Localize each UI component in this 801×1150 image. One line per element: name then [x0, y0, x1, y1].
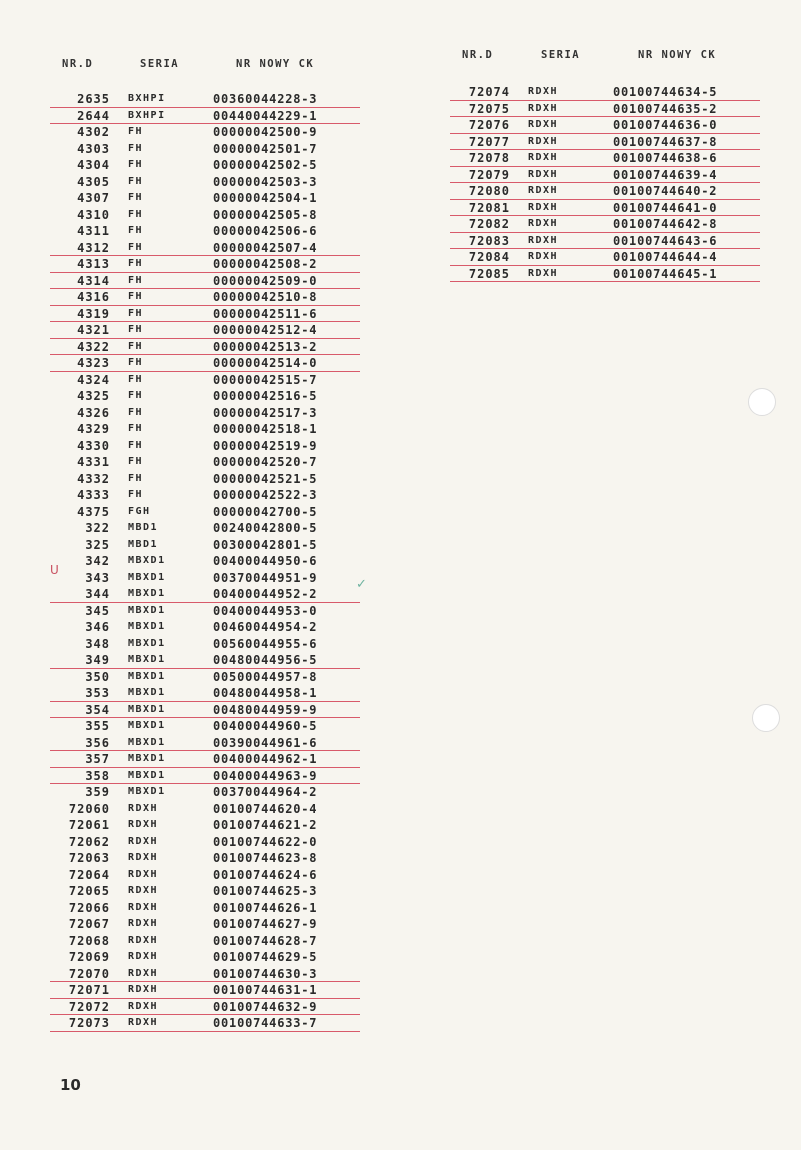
new-code: 00000042700-5	[213, 504, 318, 519]
new-code: 00100744625-3	[213, 884, 318, 898]
new-code: 00000042521-5	[213, 471, 318, 486]
series: FH	[128, 489, 144, 500]
new-code: 00000042503-3	[213, 174, 318, 189]
series: RDXH	[528, 201, 559, 213]
series: RDXH	[528, 102, 559, 114]
series: RDXH	[128, 984, 159, 995]
new-code: 00000042513-2	[213, 339, 318, 354]
series: FH	[128, 324, 144, 335]
part-number: 72066	[68, 900, 110, 915]
series: RDXH	[528, 152, 559, 163]
part-number: 2644	[77, 108, 110, 123]
series: MBXD1	[128, 604, 166, 616]
part-number: 345	[85, 603, 110, 618]
new-code: 00000042502-5	[213, 158, 318, 172]
series: RDXH	[528, 135, 559, 147]
part-number: 4314	[77, 273, 110, 288]
series: RDXH	[528, 168, 559, 180]
part-number: 72071	[68, 983, 110, 997]
series: RDXH	[128, 901, 159, 913]
new-code: 00480044956-5	[213, 653, 318, 667]
new-code: 00000042511-6	[213, 306, 318, 321]
part-number: 4319	[77, 306, 110, 321]
series: MBXD1	[128, 555, 166, 566]
series: FH	[128, 423, 144, 434]
series: MBXD1	[128, 670, 166, 682]
new-code: 00400044963-9	[213, 768, 318, 783]
new-code: 00000042509-0	[213, 273, 318, 288]
series: MBXD1	[128, 637, 166, 649]
new-code: 00000042501-7	[213, 141, 318, 156]
new-code: 00100744628-7	[213, 933, 318, 948]
part-number: 4329	[77, 422, 110, 436]
new-code: 00100744630-3	[213, 966, 318, 981]
part-number: 355	[85, 719, 110, 733]
new-code: 00370044951-9	[213, 570, 318, 585]
series: MBXD1	[128, 736, 166, 748]
new-code: 00100744632-9	[213, 999, 318, 1014]
series: FH	[128, 241, 144, 253]
part-number: 72076	[468, 118, 510, 132]
new-code: 00400044960-5	[213, 719, 318, 733]
binder-hole-bottom	[752, 704, 780, 732]
series: FH	[128, 390, 144, 401]
series: BXHPI	[128, 93, 166, 104]
new-code: 00000042500-9	[213, 125, 318, 139]
part-number: 72080	[468, 184, 510, 198]
part-number: 4303	[77, 141, 110, 156]
part-number: 72060	[68, 801, 110, 816]
series: MBXD1	[128, 654, 166, 665]
series: RDXH	[528, 234, 559, 246]
part-number: 72068	[68, 933, 110, 948]
part-number: 4332	[77, 471, 110, 486]
series: FH	[128, 225, 144, 236]
series: MBXD1	[128, 588, 166, 599]
new-code: 00000042522-3	[213, 488, 318, 502]
series: RDXH	[128, 1017, 159, 1028]
new-code: 00000042515-7	[213, 372, 318, 387]
series: FH	[128, 357, 144, 368]
part-number: 72061	[68, 818, 110, 832]
series: RDXH	[128, 934, 159, 946]
series: FH	[128, 406, 144, 418]
series: FH	[128, 340, 144, 352]
new-code: 00100744637-8	[613, 134, 718, 149]
part-number: 4321	[77, 323, 110, 337]
new-code: 00480044959-9	[213, 702, 318, 717]
part-number: 4322	[77, 339, 110, 354]
binder-hole-top	[748, 388, 776, 416]
new-code: 00370044964-2	[213, 785, 318, 799]
series: FH	[128, 192, 144, 203]
new-code: 00100744626-1	[213, 900, 318, 915]
part-number: 72073	[68, 1016, 110, 1030]
part-number: 72078	[468, 151, 510, 165]
part-number: 72075	[468, 101, 510, 116]
part-number: 72069	[68, 950, 110, 964]
part-number: 4331	[77, 455, 110, 469]
series: MBXD1	[128, 720, 166, 731]
part-number: 358	[85, 768, 110, 783]
right-header-seria: SERIA	[541, 49, 581, 61]
new-code: 00000042519-9	[213, 438, 318, 453]
part-number: 4316	[77, 290, 110, 304]
new-code: 00100744623-8	[213, 851, 318, 865]
series: BXHPI	[128, 109, 166, 121]
part-number: 4333	[77, 488, 110, 502]
new-code: 00100744634-5	[613, 85, 718, 99]
new-code: 00100744624-6	[213, 867, 318, 882]
part-number: 72067	[68, 917, 110, 931]
series: MBD1	[128, 538, 159, 550]
part-number: 4312	[77, 240, 110, 255]
check-mark: ✓	[356, 577, 367, 592]
series: MBD1	[128, 522, 159, 533]
series: FH	[128, 373, 144, 385]
series: RDXH	[528, 185, 559, 196]
part-number: 4375	[77, 504, 110, 519]
new-code: 00000042512-4	[213, 323, 318, 337]
series: RDXH	[128, 1000, 159, 1012]
new-code: 00400044952-2	[213, 587, 318, 601]
new-code: 00100744638-6	[613, 151, 718, 165]
part-number: 72084	[468, 250, 510, 264]
part-number: 4330	[77, 438, 110, 453]
part-number: 72083	[468, 233, 510, 248]
new-code: 00000042504-1	[213, 191, 318, 205]
new-code: 00100744621-2	[213, 818, 318, 832]
series: RDXH	[128, 918, 159, 929]
series: RDXH	[128, 852, 159, 863]
new-code: 00500044957-8	[213, 669, 318, 684]
series: RDXH	[528, 251, 559, 262]
part-number: 72064	[68, 867, 110, 882]
part-number: 350	[85, 669, 110, 684]
part-number: 357	[85, 752, 110, 766]
series: FH	[128, 472, 144, 484]
series: MBXD1	[128, 703, 166, 715]
new-code: 00100744622-0	[213, 834, 318, 849]
new-code: 00000042516-5	[213, 389, 318, 403]
new-code: 00000042518-1	[213, 422, 318, 436]
part-number: 4307	[77, 191, 110, 205]
series: RDXH	[128, 802, 159, 814]
new-code: 00100744642-8	[613, 217, 718, 231]
part-number: 4304	[77, 158, 110, 172]
part-number: 72085	[468, 266, 510, 281]
new-code: 00000042520-7	[213, 455, 318, 469]
new-code: 00460044954-2	[213, 620, 318, 634]
series: FH	[128, 291, 144, 302]
part-number: 72063	[68, 851, 110, 865]
part-number: 325	[85, 537, 110, 552]
series: FH	[128, 208, 144, 220]
new-code: 00400044962-1	[213, 752, 318, 766]
series: FH	[128, 159, 144, 170]
left-header-code: NR NOWY CK	[236, 58, 315, 70]
part-number: 4302	[77, 125, 110, 139]
new-code: 00480044958-1	[213, 686, 318, 700]
part-number: 72081	[468, 200, 510, 215]
series: MBXD1	[128, 753, 166, 764]
left-header-nr: NR.D	[62, 58, 94, 70]
series: RDXH	[128, 835, 159, 847]
part-number: 72072	[68, 999, 110, 1014]
new-code: 00000042507-4	[213, 240, 318, 255]
series: RDXH	[528, 86, 559, 97]
margin-note: U	[50, 563, 59, 577]
right-header-nr: NR.D	[462, 49, 494, 61]
new-code: 00100744636-0	[613, 118, 718, 132]
part-number: 4326	[77, 405, 110, 420]
new-code: 00360044228-3	[213, 92, 318, 106]
part-number: 359	[85, 785, 110, 799]
new-code: 00390044961-6	[213, 735, 318, 750]
new-code: 00100744631-1	[213, 983, 318, 997]
left-header-seria: SERIA	[140, 58, 180, 70]
part-number: 72074	[468, 85, 510, 99]
part-number: 2635	[77, 92, 110, 106]
new-code: 00100744629-5	[213, 950, 318, 964]
page-number: 10	[60, 1076, 81, 1094]
new-code: 00560044955-6	[213, 636, 318, 651]
new-code: 00400044950-6	[213, 554, 318, 568]
new-code: 00400044953-0	[213, 603, 318, 618]
series: MBXD1	[128, 687, 166, 698]
new-code: 00000042508-2	[213, 257, 318, 271]
series: RDXH	[128, 967, 159, 979]
new-code: 00100744644-4	[613, 250, 718, 264]
new-code: 00240042800-5	[213, 521, 318, 535]
series: RDXH	[128, 819, 159, 830]
part-number: 4310	[77, 207, 110, 222]
part-number: 344	[85, 587, 110, 601]
new-code: 00300042801-5	[213, 537, 318, 552]
new-code: 00000042505-8	[213, 207, 318, 222]
new-code: 00100744627-9	[213, 917, 318, 931]
part-number: 72079	[468, 167, 510, 182]
series: FGH	[128, 505, 151, 517]
part-number: 72065	[68, 884, 110, 898]
right-header-code: NR NOWY CK	[638, 49, 717, 61]
new-code: 00000042506-6	[213, 224, 318, 238]
part-number: 72062	[68, 834, 110, 849]
new-code: 00100744639-4	[613, 167, 718, 182]
series: RDXH	[528, 119, 559, 130]
new-code: 00000042510-8	[213, 290, 318, 304]
series: FH	[128, 439, 144, 451]
new-code: 00100744643-6	[613, 233, 718, 248]
series: RDXH	[128, 951, 159, 962]
series: FH	[128, 307, 144, 319]
series: MBXD1	[128, 621, 166, 632]
part-number: 4324	[77, 372, 110, 387]
part-number: 72070	[68, 966, 110, 981]
series: RDXH	[128, 885, 159, 896]
part-number: 342	[85, 554, 110, 568]
new-code: 00100744641-0	[613, 200, 718, 215]
part-number: 346	[85, 620, 110, 634]
part-number: 72082	[468, 217, 510, 231]
series: FH	[128, 175, 144, 187]
part-number: 353	[85, 686, 110, 700]
new-code: 00000042514-0	[213, 356, 318, 370]
series: RDXH	[528, 267, 559, 279]
series: MBXD1	[128, 769, 166, 781]
part-number: 322	[85, 521, 110, 535]
new-code: 00100744620-4	[213, 801, 318, 816]
part-number: 348	[85, 636, 110, 651]
new-code: 00000042517-3	[213, 405, 318, 420]
new-code: 00100744635-2	[613, 101, 718, 116]
part-number: 4305	[77, 174, 110, 189]
series: MBXD1	[128, 571, 166, 583]
part-number: 356	[85, 735, 110, 750]
new-code: 00440044229-1	[213, 108, 318, 123]
series: FH	[128, 274, 144, 286]
part-number: 349	[85, 653, 110, 667]
series: FH	[128, 258, 144, 269]
new-code: 00100744645-1	[613, 266, 718, 281]
new-code: 00100744633-7	[213, 1016, 318, 1030]
part-number: 4313	[77, 257, 110, 271]
series: MBXD1	[128, 786, 166, 797]
series: RDXH	[528, 218, 559, 229]
series: FH	[128, 456, 144, 467]
part-number: 72077	[468, 134, 510, 149]
new-code: 00100744640-2	[613, 184, 718, 198]
part-number: 354	[85, 702, 110, 717]
series: RDXH	[128, 868, 159, 880]
series: FH	[128, 142, 144, 154]
part-number: 343	[85, 570, 110, 585]
part-number: 4323	[77, 356, 110, 370]
series: FH	[128, 126, 144, 137]
part-number: 4325	[77, 389, 110, 403]
part-number: 4311	[77, 224, 110, 238]
